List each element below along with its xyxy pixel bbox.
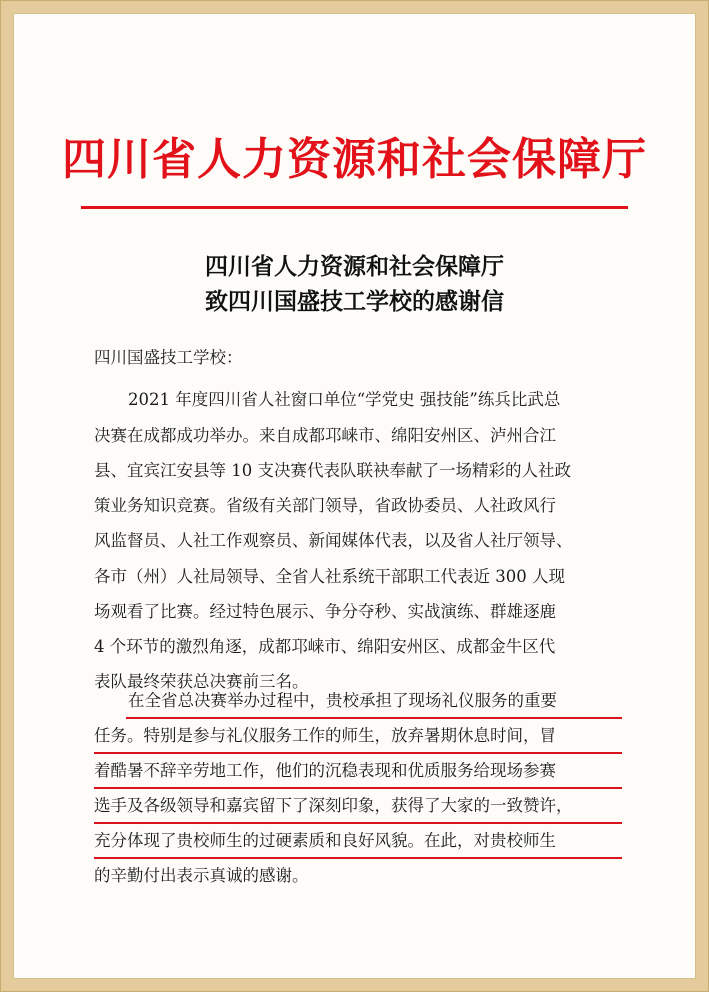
highlight-underline-5 [94, 857, 622, 859]
paragraph-1-line-6: 各市（州）人社局领导、全省人社系统干部职工代表近 300 人现 [94, 567, 565, 586]
paragraph-1-line-5: 风监督员、人社工作观察员、新闻媒体代表，以及省人社厅领导、 [94, 531, 573, 550]
paragraph-1-line-4: 策业务知识竞赛。省级有关部门领导，省政协委员、人社政风行 [94, 496, 556, 515]
highlight-underline-2 [94, 752, 622, 754]
letter-title-line-2: 致四川国盛技工学校的感谢信 [205, 288, 504, 315]
paragraph-1-line-7: 场观看了比赛。经过特色展示、争分夺秒、实战演练、群雄逐鹿 [94, 602, 556, 621]
paragraph-2-line-5: 充分体现了贵校师生的过硬素质和良好风貌。在此，对贵校师生 [94, 831, 556, 850]
paragraph-2-line-3: 着酷暑不辞辛劳地工作，他们的沉稳表现和优质服务给现场参赛 [94, 761, 556, 780]
paragraph-1-line-2: 决赛在成都成功举办。来自成都邛崃市、绵阳安州区、泸州合江 [94, 426, 556, 445]
paragraph-2-line-2: 任务。特别是参与礼仪服务工作的师生，放弃暑期休息时间，冒 [94, 726, 556, 745]
letterhead-department: 四川省人力资源和社会保障厅 [62, 134, 647, 185]
paragraph-2-line-6: 的辛勤付出表示真诚的感谢。 [94, 866, 309, 885]
paragraph-1-line-9: 表队最终荣获总决赛前三名。 [94, 672, 309, 691]
paragraph-1-line-1: 2021 年度四川省人社窗口单位“学党史 强技能”练兵比武总 [128, 390, 561, 409]
letterhead-rule [81, 206, 628, 209]
highlight-underline-4 [94, 822, 622, 824]
paragraph-2-line-1: 在全省总决赛举办过程中，贵校承担了现场礼仪服务的重要 [128, 691, 557, 710]
paragraph-2-line-4: 选手及各级领导和嘉宾留下了深刻印象，获得了大家的一致赞许， [94, 796, 573, 815]
paragraph-1-line-8: 4 个环节的激烈角逐，成都邛崃市、绵阳安州区、成都金牛区代 [94, 637, 556, 656]
paragraph-1-line-3: 县、宜宾江安县等 10 支决赛代表队联袂奉献了一场精彩的人社政 [94, 461, 571, 480]
highlight-underline-3 [94, 787, 622, 789]
highlight-underline-1 [126, 717, 622, 719]
letter-title-line-1: 四川省人力资源和社会保障厅 [205, 253, 504, 280]
salutation: 四川国盛技工学校： [94, 348, 243, 367]
